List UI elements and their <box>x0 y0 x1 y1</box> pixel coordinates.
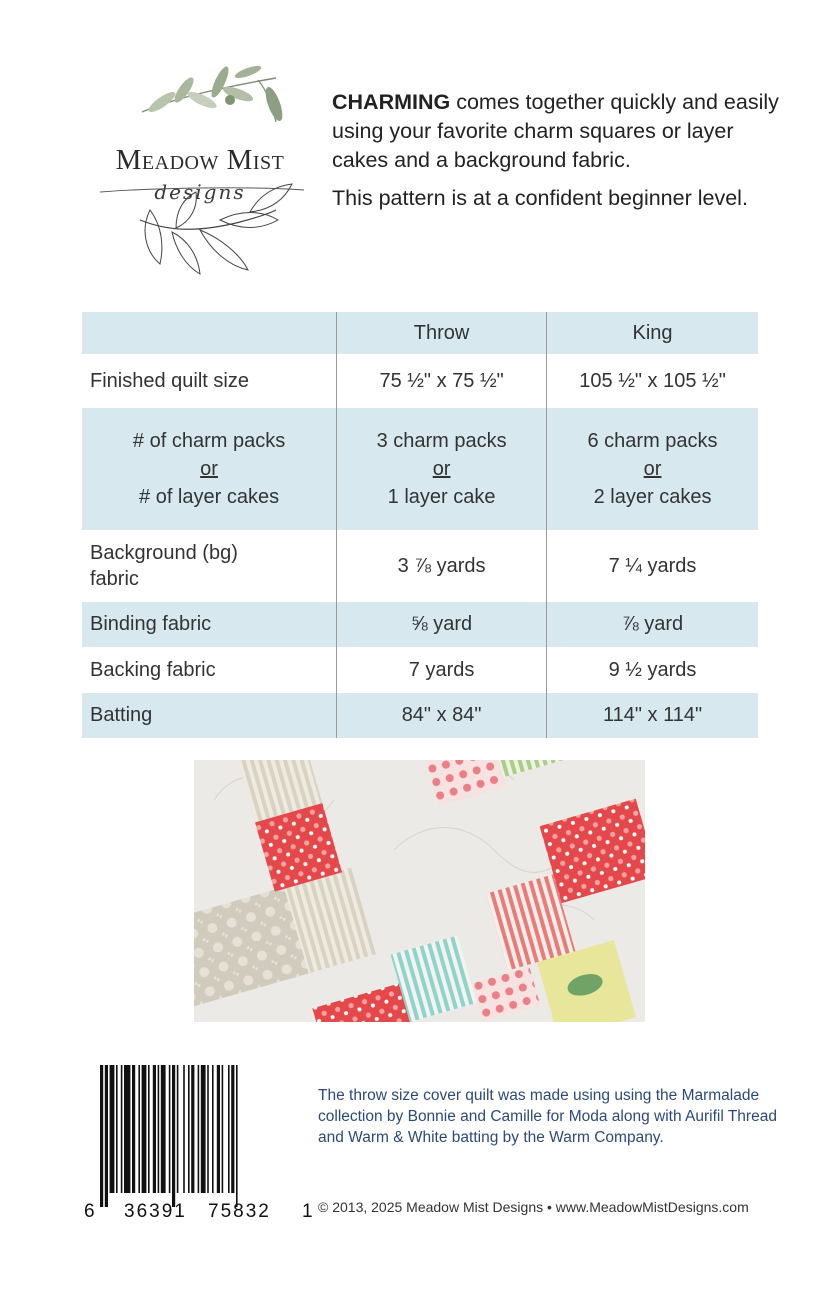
barcode-digit-check: 1 <box>302 1201 315 1222</box>
table-row <box>82 530 758 602</box>
barcode-bar <box>188 1065 190 1193</box>
brand-subtitle: designs <box>154 180 246 204</box>
value-line: 2 layer cakes <box>593 486 712 508</box>
table-header-row <box>82 312 758 354</box>
barcode-bar <box>169 1065 171 1193</box>
table-row <box>82 647 758 693</box>
value-line: 6 charm packs <box>587 430 718 452</box>
barcode-bar <box>158 1065 160 1193</box>
barcode-bar <box>110 1065 115 1193</box>
value-line: 3 charm packs <box>376 430 507 452</box>
barcode <box>84 1065 315 1225</box>
brand-logo <box>80 60 320 290</box>
value-or: or <box>432 458 451 480</box>
row-label: Binding fabric <box>82 602 337 647</box>
king-value <box>547 408 758 530</box>
quilt-photo <box>194 760 645 1022</box>
throw-value: 84" x 84" <box>337 693 547 738</box>
quilt-image <box>194 760 645 1022</box>
barcode-digits-right: 75832 <box>208 1201 271 1222</box>
barcode-bar <box>177 1065 179 1193</box>
barcode-bar <box>198 1065 200 1193</box>
barcode-bar <box>138 1065 140 1193</box>
fabric-requirements-table <box>82 312 758 738</box>
table-row <box>82 408 758 530</box>
barcode-digits-left: 36391 <box>124 1201 187 1222</box>
barcode-bar <box>217 1065 220 1193</box>
intro-paragraph <box>332 88 792 175</box>
label-or: or <box>200 458 218 480</box>
barcode-bar <box>124 1065 130 1193</box>
label-line: # of layer cakes <box>139 486 280 508</box>
barcode-icon <box>100 1065 296 1207</box>
king-value: 9 ½ yards <box>547 647 758 693</box>
label-line: # of charm packs <box>132 430 286 452</box>
throw-value: 7 yards <box>337 647 547 693</box>
value-or: or <box>643 458 662 480</box>
barcode-digit-lead: 6 <box>84 1201 97 1222</box>
header-empty-cell <box>82 312 337 354</box>
barcode-bar <box>116 1065 118 1193</box>
table-row <box>82 693 758 738</box>
barcode-bar <box>228 1065 230 1193</box>
barcode-bar <box>105 1065 108 1207</box>
barcode-bar <box>201 1065 206 1193</box>
row-label <box>82 530 337 602</box>
barcode-bar <box>148 1065 150 1193</box>
label-line: fabric <box>90 568 139 590</box>
pattern-name: CHARMING <box>332 90 451 114</box>
pattern-intro <box>332 88 792 222</box>
barcode-bar <box>161 1065 166 1193</box>
intro-description: comes together quickly and easily using your favorite charm squares or layer cakes and a background fabric. <box>332 90 779 172</box>
king-value: 7 ¼ yards <box>547 530 758 602</box>
king-value: 105 ½" x 105 ½" <box>547 354 758 408</box>
throw-value: 3 ⅞ yards <box>337 530 547 602</box>
barcode-bar <box>183 1065 185 1193</box>
value-line: 1 layer cake <box>387 486 496 508</box>
table-row <box>82 602 758 647</box>
barcode-bar <box>231 1065 234 1193</box>
header-throw: Throw <box>337 312 547 354</box>
skill-level: This pattern is at a confident beginner level. <box>332 186 748 210</box>
throw-value <box>337 408 547 530</box>
barcode-bar <box>121 1065 123 1193</box>
row-label: Batting <box>82 693 337 738</box>
king-value: ⅞ yard <box>547 602 758 647</box>
throw-value: 75 ½" x 75 ½" <box>337 354 547 408</box>
row-label <box>82 408 337 530</box>
barcode-bar <box>207 1065 209 1193</box>
barcode-bar <box>212 1065 214 1193</box>
barcode-bar <box>100 1065 103 1207</box>
barcode-bar <box>191 1065 194 1193</box>
table-row <box>82 354 758 408</box>
throw-value: ⅝ yard <box>337 602 547 647</box>
header-king: King <box>547 312 758 354</box>
barcode-bar <box>236 1065 238 1207</box>
king-value: 114" x 114" <box>547 693 758 738</box>
label-line: Background (bg) <box>90 542 238 564</box>
barcode-bar <box>153 1065 156 1193</box>
copyright-line: © 2013, 2025 Meadow Mist Designs • www.MeadowMistDesigns.com <box>318 1199 749 1215</box>
barcode-bar <box>132 1065 135 1193</box>
barcode-bar <box>142 1065 147 1193</box>
row-label: Backing fabric <box>90 658 216 681</box>
brand-name: Meadow Mist <box>115 144 285 176</box>
barcode-bar <box>172 1065 175 1207</box>
cover-quilt-credit: The throw size cover quilt was made using using the Marmalade collection by Bonnie and Camille for Moda along with Aurifil Thread and Warm & White batting by the Warm Company. <box>318 1087 777 1146</box>
row-label: Finished quilt size <box>90 369 249 392</box>
barcode-bar <box>222 1065 224 1193</box>
